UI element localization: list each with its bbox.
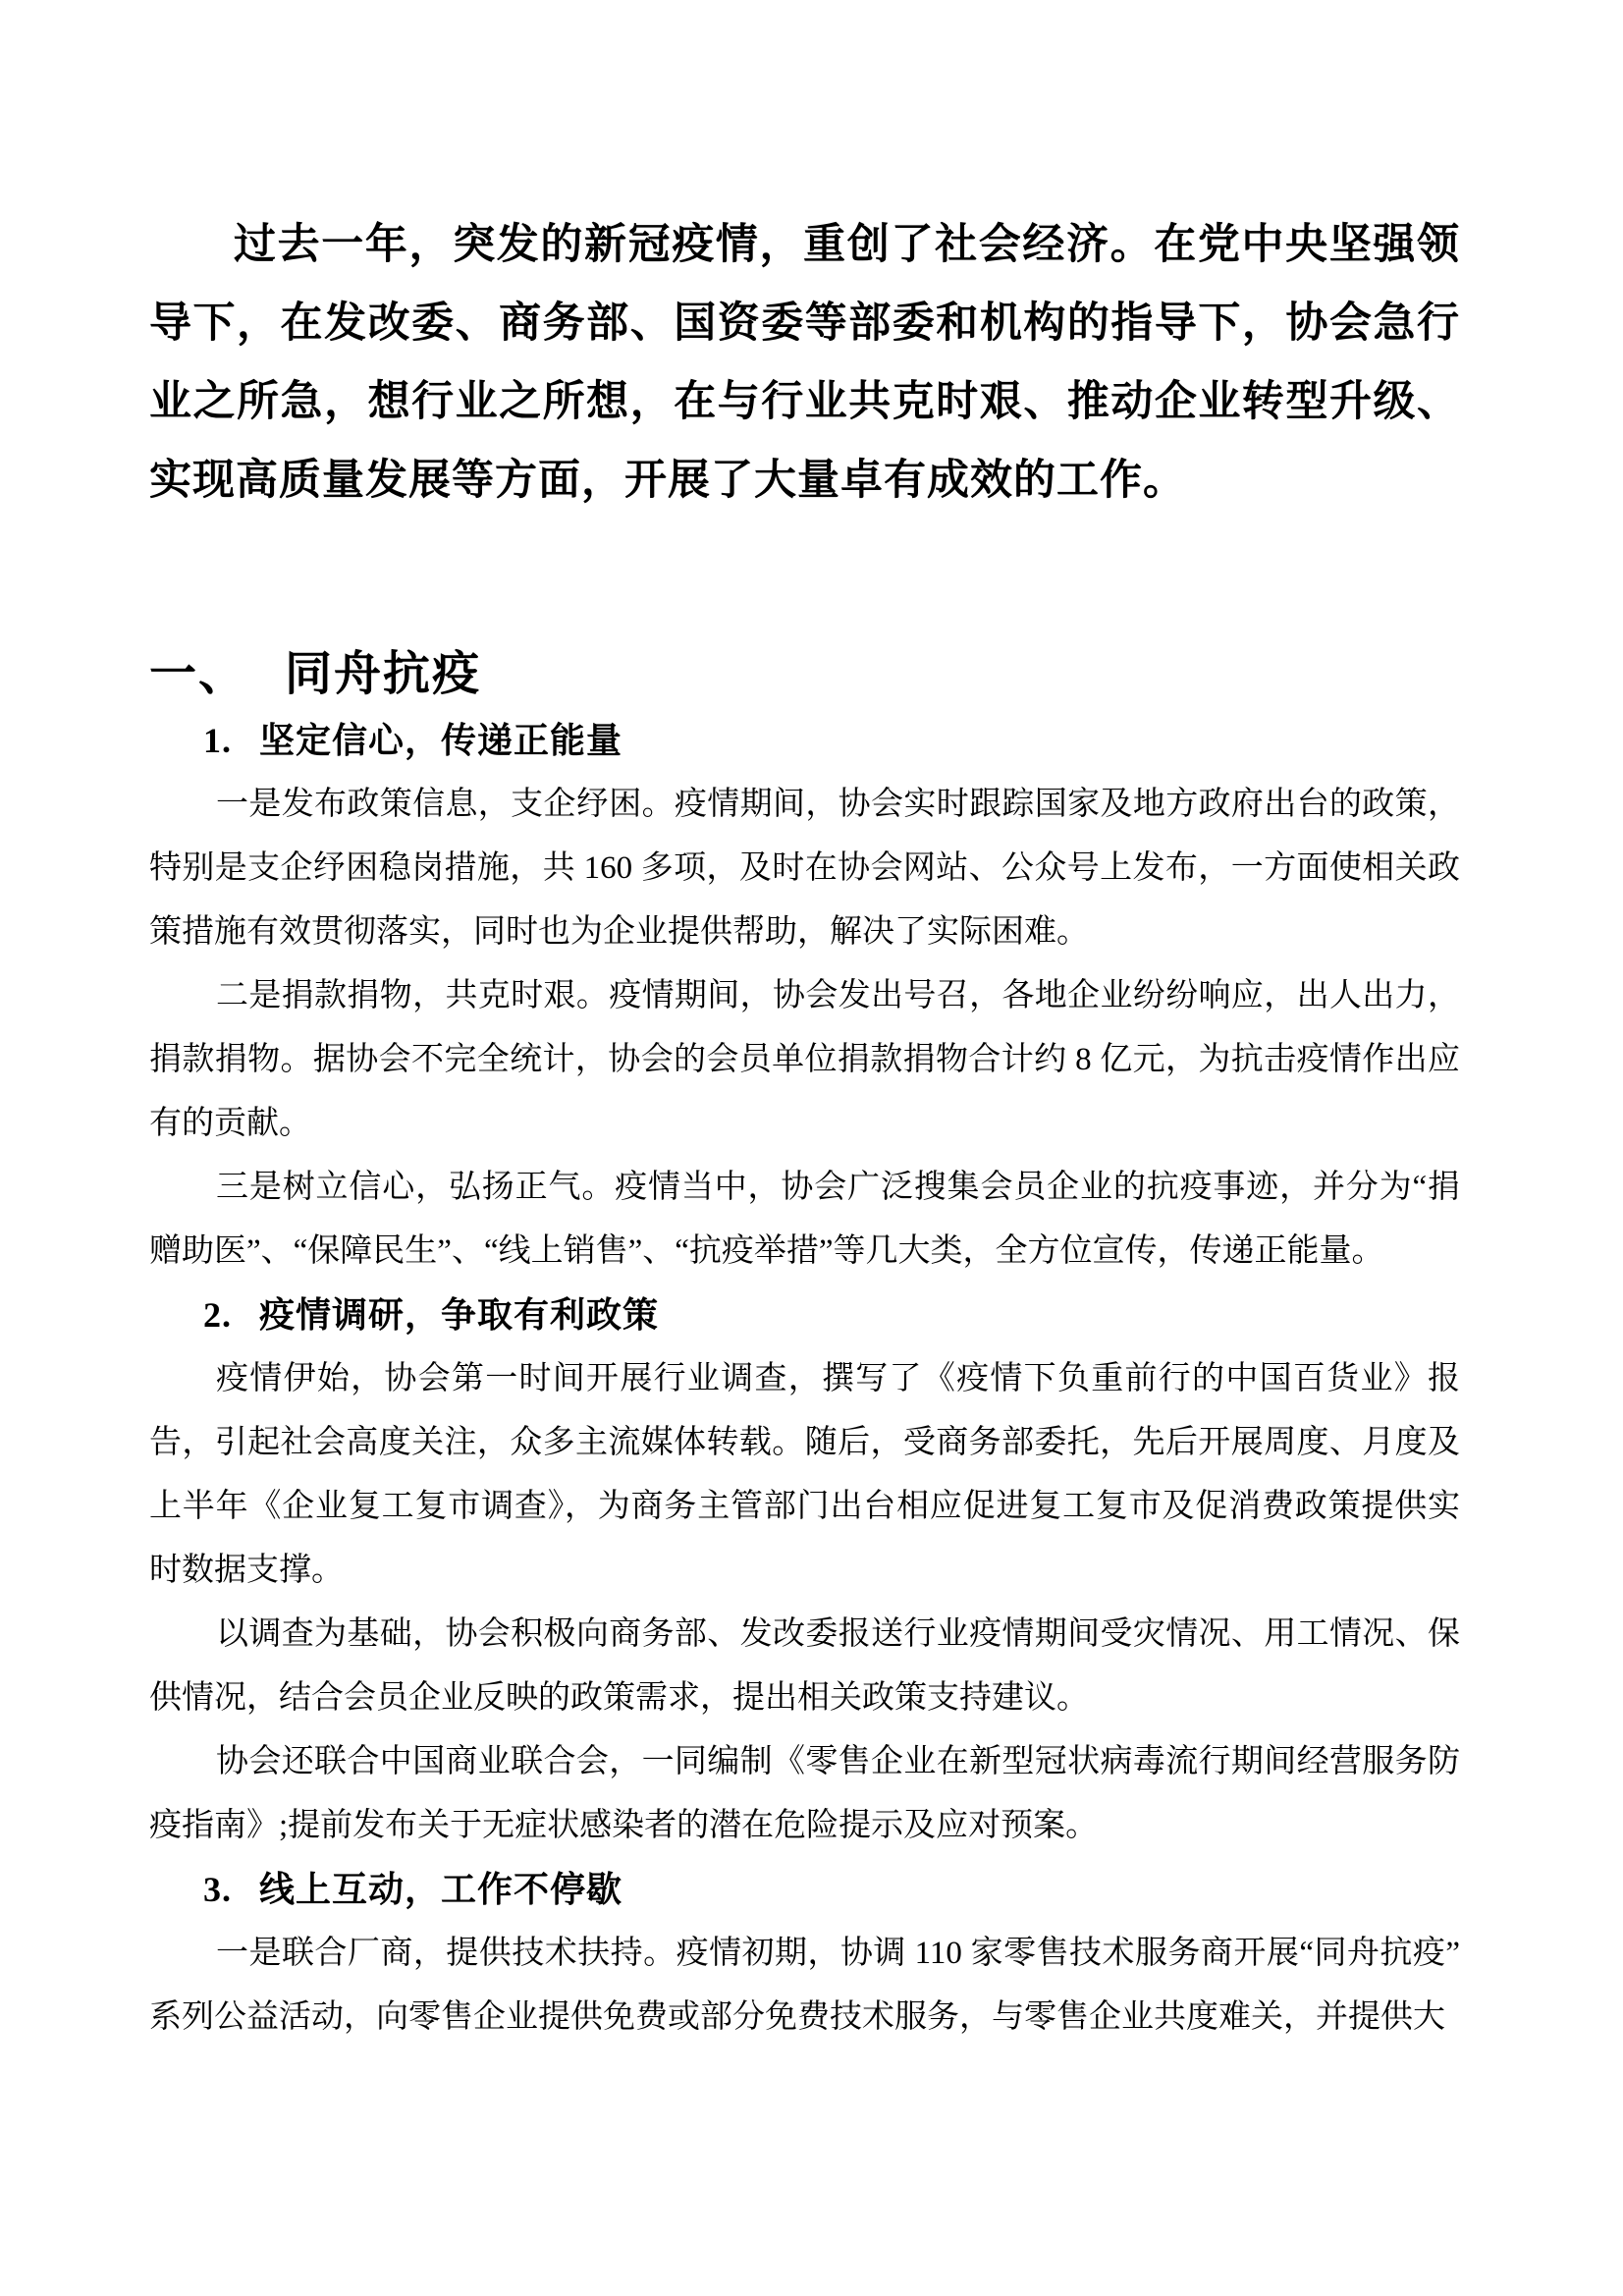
subsection-2-heading [203,1284,1460,1347]
paragraph: 疫情伊始，协会第一时间开展行业调查，撰写了《疫情下负重前行的中国百货业》报告，引起社会高度关注，众多主流媒体转载。随后，受商务部委托，先后开展周度、月度及上半年《企业复工复市调查》，为商务主管部门出台相应促进复工复市及促消费政策提供实时数据支撑。 [149,1361,1460,1588]
subsection-3-title: 线上互动，工作不停歇 [259,1870,623,1909]
subsection-1-title: 坚定信心，传递正能量 [259,721,623,760]
paragraph: 协会还联合中国商业联合会，一同编制《零售企业在新型冠状病毒流行期间经营服务防疫指南》;提前发布关于无症状感染者的潜在危险提示及应对预案。 [149,1744,1460,1843]
lead-paragraph: 过去一年，突发的新冠疫情，重创了社会经济。在党中央坚强领导下，在发改委、商务部、国资委等部委和机构的指导下，协会急行业之所急，想行业之所想，在与行业共克时艰、推动企业转型升级、实现高质量发展等方面，开展了大量卓有成效的工作。 [149,222,1460,504]
subsection-1-number: 1. [203,721,232,760]
paragraph: 一是联合厂商，提供技术扶持。疫情初期，协调 110 家零售技术服务商开展“同舟抗疫”系列公益活动，向零售企业提供免费或部分免费技术服务，与零售企业共度难关，并提供大 [149,1936,1460,2035]
paragraph: 三是树立信心，弘扬正气。疫情当中，协会广泛搜集会员企业的抗疫事迹，并分为“捐赠助医”、“保障民生”、“线上销售”、“抗疫举措”等几大类，全方位宣传，传递正能量。 [149,1170,1460,1269]
subsection-2-number: 2. [203,1295,232,1335]
section-title: 同舟抗疫 [285,648,482,700]
subsection-3-number: 3. [203,1870,232,1909]
subsection-1-heading [203,709,1460,773]
paragraph: 以调查为基础，协会积极向商务部、发改委报送行业疫情期间受灾情况、用工情况、保供情况，结合会员企业反映的政策需求，提出相关政策支持建议。 [149,1616,1460,1716]
paragraph: 一是发布政策信息，支企纾困。疫情期间，协会实时跟踪国家及地方政府出台的政策，特别是支企纾困稳岗措施，共 160 多项，及时在协会网站、公众号上发布，一方面使相关政策措施有效贯彻落实，同时也为企业提供帮助，解决了实际困难。 [149,787,1460,950]
section-number: 一、 [149,648,248,700]
subsection-2-title: 疫情调研，争取有利政策 [259,1295,660,1335]
subsection-3-heading [203,1858,1460,1922]
section-heading [149,640,1460,709]
paragraph: 二是捐款捐物，共克时艰。疫情期间，协会发出号召，各地企业纷纷响应，出人出力，捐款捐物。据协会不完全统计，协会的会员单位捐款捐物合计约 8 亿元，为抗击疫情作出应有的贡献。 [149,978,1460,1141]
